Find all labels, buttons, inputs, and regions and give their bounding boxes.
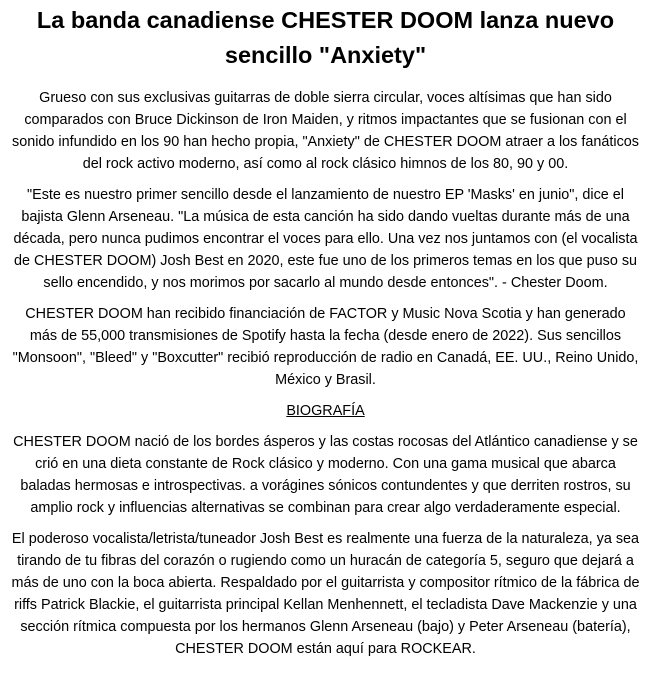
intro-paragraph: Grueso con sus exclusivas guitarras de doble sierra circular, voces altísimas que han sido comparados con Bruce Dickinson de Iron Maiden, y ritmos impactantes que se fusionan con el sonido infundido en los 90 han hecho propia, "Anxiety" de CHESTER DOOM atraer a los fanáticos del rock activo moderno, así como al rock clásico himnos de los 80, 90 y 00. [12, 90, 639, 172]
bio-paragraph-members: El poderoso vocalista/letrista/tuneador Josh Best es realmente una fuerza de la naturaleza, ya sea tirando de tu fibras del corazón o rugiendo como un huracán de categoría 5, seguro que dejará a más de uno con la boca abierta. Respaldado por el guitarrista y compositor rítmico de la fábrica de riffs Patrick Blackie, el guitarrista principal Kellan Menhennett, el tecladista Dave Mackenzie y una sección rítmica compuesta por los hermanos Glenn Arseneau (bajo) y Peter Arseneau (batería), CHESTER DOOM están aquí para ROCKEAR. [11, 531, 640, 657]
quote-paragraph: "Este es nuestro primer sencillo desde el lanzamiento de nuestro EP 'Masks' en junio", dice el bajista Glenn Arseneau. "La música de esta canción ha sido dando vueltas durante más de una década, pero nunca pudimos encontrar el voces para ello. Una vez nos juntamos con (el vocalista de CHESTER DOOM) Josh Best en 2020, este fue uno de los primeros temas en los que puso su sello encendido, y nos morimos por sacarlo al mundo desde entonces". - Chester Doom. [13, 187, 638, 291]
bio-paragraph-origins: CHESTER DOOM nació de los bordes ásperos y las costas rocosas del Atlántico canadiense y se crió en una dieta constante de Rock clásico y moderno. Con una gama musical que abarca baladas hermosas e introspectivas. a vorágines sónicos contundentes y que derriten rostros, su amplio rock y influencias alternativas se combinan para crear algo verdaderamente especial. [13, 434, 638, 516]
funding-paragraph: CHESTER DOOM han recibido financiación de FACTOR y Music Nova Scotia y han generado más de 55,000 transmisiones de Spotify hasta la fecha (desde enero de 2022). Sus sencillos "Monsoon", "Bleed" y "Boxcutter" recibió reproducción de radio en Canadá, EE. UU., Reino Unido, México y Brasil. [12, 306, 639, 388]
bio-heading: BIOGRAFÍA [286, 403, 365, 419]
article-title: La banda canadiense CHESTER DOOM lanza nuevo sencillo "Anxiety" [36, 7, 615, 68]
